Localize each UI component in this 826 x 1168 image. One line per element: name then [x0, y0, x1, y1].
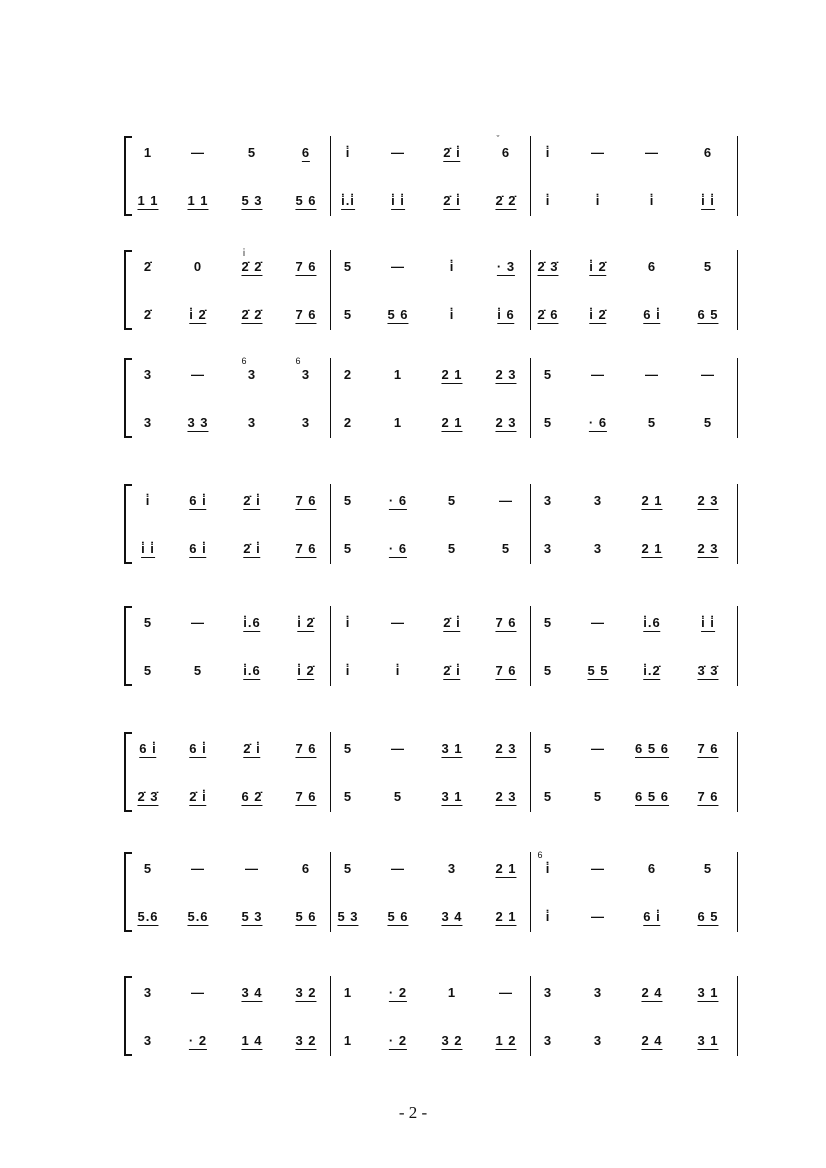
lower-part-note: 5 6 — [295, 909, 317, 924]
lower-part-note: 7 6 — [295, 789, 317, 804]
upper-part-note: — — [591, 145, 605, 160]
lower-part-note: 3 2 — [441, 1033, 463, 1048]
lower-part-note: 1 — [343, 1033, 353, 1048]
upper-part-note: · 2 — [388, 985, 408, 1000]
upper-part-note: i̇ 2̇ — [589, 259, 607, 274]
lower-part-note: 1 1 — [187, 193, 209, 208]
lower-part-note: 2 3 — [697, 541, 719, 556]
upper-part-note: 5 — [343, 493, 353, 508]
lower-part-note: i̇.2̇ — [643, 663, 661, 678]
barline — [737, 732, 738, 812]
score-system — [0, 732, 826, 822]
lower-part-note: 2̇ 2̇ — [495, 193, 517, 208]
upper-part-note: 6 — [647, 259, 657, 274]
upper-part-note: 5 — [543, 367, 553, 382]
lower-part-note: 6 i̇ — [643, 909, 661, 924]
lower-part-note: 2̇ 6 — [537, 307, 559, 322]
upper-part-note: 5 — [343, 861, 353, 876]
barline — [530, 732, 531, 812]
upper-part-note: 5 — [447, 493, 457, 508]
upper-part-note: — — [591, 861, 605, 876]
upper-part-note: 3 — [143, 985, 153, 1000]
upper-part-note: i̇.6 — [243, 615, 261, 630]
upper-part-note: 1 — [393, 367, 403, 382]
upper-part-note: 1 — [343, 985, 353, 1000]
lower-part-note: 5 3 — [241, 909, 263, 924]
grace-note: 6 — [241, 356, 247, 366]
upper-part-note: 5 — [343, 259, 353, 274]
upper-part-note: 6 5 6 — [635, 741, 669, 756]
upper-part-note: — — [191, 615, 205, 630]
system-bracket — [124, 732, 136, 812]
barline — [737, 250, 738, 330]
upper-part-note: — — [645, 145, 659, 160]
upper-part-note: 5 — [247, 145, 257, 160]
upper-part-note: 6 i̇ — [139, 741, 157, 756]
system-bracket — [124, 852, 136, 932]
lower-part-note: 5 — [543, 415, 553, 430]
upper-part-note: 1 — [447, 985, 457, 1000]
system-bracket — [124, 484, 136, 564]
barline — [530, 484, 531, 564]
upper-part-note: 6 i̇ — [189, 493, 207, 508]
upper-part-note: · 3 — [496, 259, 516, 274]
upper-part-note: 2 3 — [495, 367, 517, 382]
lower-part-note: 5 — [703, 415, 713, 430]
lower-part-note: 5 — [447, 541, 457, 556]
lower-part-note: i̇ — [345, 663, 351, 678]
lower-part-note: 1 — [393, 415, 403, 430]
lower-part-note: 1 2 — [495, 1033, 517, 1048]
lower-part-note: i̇ — [595, 193, 601, 208]
upper-part-note: · 6 — [388, 493, 408, 508]
upper-part-note: 5 — [143, 615, 153, 630]
upper-part-note: 2̇ i̇ — [243, 741, 261, 756]
upper-part-note: 3 — [143, 367, 153, 382]
upper-part-note: 6 — [301, 145, 311, 160]
lower-part-note: 7 6 — [295, 307, 317, 322]
lower-part-note: · 6 — [388, 541, 408, 556]
system-bracket — [124, 250, 136, 330]
upper-part-note: — — [191, 367, 205, 382]
lower-part-note: 3 — [593, 1033, 603, 1048]
lower-part-note: · 2 — [388, 1033, 408, 1048]
lower-part-note: 5 — [343, 789, 353, 804]
lower-part-note: i̇ 6 — [497, 307, 515, 322]
upper-part-note: 2̇ 3̇ — [537, 259, 559, 274]
lower-part-note: 1 4 — [241, 1033, 263, 1048]
lower-part-note: 3 2 — [295, 1033, 317, 1048]
upper-part-note: — — [591, 741, 605, 756]
lower-part-note: 2̇ 3̇ — [137, 789, 159, 804]
upper-part-note: 3 — [593, 985, 603, 1000]
barline — [530, 606, 531, 686]
barline — [530, 136, 531, 216]
lower-part-note: 5 — [593, 789, 603, 804]
lower-part-note: 5 3 — [337, 909, 359, 924]
lower-part-note: 3 3 — [187, 415, 209, 430]
barline — [530, 852, 531, 932]
lower-part-note: i̇ i̇ — [391, 193, 405, 208]
lower-part-note: · 6 — [588, 415, 608, 430]
lower-part-note: 3 — [543, 541, 553, 556]
upper-part-note: — — [391, 259, 405, 274]
lower-part-note: 2 1 — [641, 541, 663, 556]
lower-part-note: i̇ 2̇ — [589, 307, 607, 322]
upper-part-note: 5 — [143, 861, 153, 876]
lower-part-note: 5 6 — [295, 193, 317, 208]
barline — [737, 852, 738, 932]
lower-part-note: i̇.i̇ — [341, 193, 355, 208]
barline — [737, 136, 738, 216]
lower-part-note: i̇ — [449, 307, 455, 322]
barline — [330, 358, 331, 438]
upper-part-note: 2 3 — [495, 741, 517, 756]
system-bracket — [124, 136, 136, 216]
upper-part-note: i̇ — [345, 145, 351, 160]
upper-part-note: 2̇ 2̇ — [241, 259, 263, 274]
barline — [330, 852, 331, 932]
lower-part-note: i̇ — [395, 663, 401, 678]
lower-part-note: 2̇ i̇ — [189, 789, 207, 804]
upper-part-note: 1 — [143, 145, 153, 160]
lower-part-note: i̇ i̇ — [701, 193, 715, 208]
upper-part-note: 3 — [543, 985, 553, 1000]
upper-part-note: 5 — [703, 259, 713, 274]
score-system — [0, 606, 826, 696]
upper-part-note: 2 — [343, 367, 353, 382]
lower-part-note: 5 3 — [241, 193, 263, 208]
lower-part-note: 3 — [593, 541, 603, 556]
lower-part-note: 5 5 — [587, 663, 609, 678]
upper-part-note: 3 1 — [441, 741, 463, 756]
upper-part-note: 6 — [703, 145, 713, 160]
barline — [530, 250, 531, 330]
upper-part-note: 6 — [301, 861, 311, 876]
upper-part-note: — — [191, 861, 205, 876]
barline — [737, 484, 738, 564]
upper-part-note: 3 — [447, 861, 457, 876]
grace-note: ˇ — [496, 134, 500, 144]
system-bracket — [124, 976, 136, 1056]
lower-part-note: 7 6 — [295, 541, 317, 556]
lower-part-note: i̇ 2̇ — [297, 663, 315, 678]
barline — [330, 976, 331, 1056]
upper-part-note: 0 — [193, 259, 203, 274]
score-system — [0, 136, 826, 226]
barline — [530, 358, 531, 438]
lower-part-note: 6 i̇ — [643, 307, 661, 322]
upper-part-note: 3 1 — [697, 985, 719, 1000]
upper-part-note: i̇ — [545, 145, 551, 160]
lower-part-note: — — [591, 909, 605, 924]
lower-part-note: 2 1 — [495, 909, 517, 924]
upper-part-note: — — [499, 985, 513, 1000]
lower-part-note: 5.6 — [187, 909, 209, 924]
upper-part-note: 3 — [247, 367, 257, 382]
lower-part-note: 3 1 — [697, 1033, 719, 1048]
upper-part-note: 3 — [301, 367, 311, 382]
lower-part-note: 5 6 — [387, 909, 409, 924]
score-system — [0, 250, 826, 340]
score-system — [0, 976, 826, 1066]
upper-part-note: 5 — [703, 861, 713, 876]
grace-note: 6 — [295, 356, 301, 366]
lower-part-note: 6 i̇ — [189, 541, 207, 556]
lower-part-note: 3 4 — [441, 909, 463, 924]
lower-part-note: i̇ i̇ — [141, 541, 155, 556]
lower-part-note: 3 — [143, 1033, 153, 1048]
upper-part-note: 2̇ i̇ — [443, 615, 461, 630]
lower-part-note: 5 — [393, 789, 403, 804]
barline — [737, 606, 738, 686]
lower-part-note: 3 — [247, 415, 257, 430]
lower-part-note: 3 — [543, 1033, 553, 1048]
upper-part-note: i̇ — [545, 861, 551, 876]
score-system — [0, 484, 826, 574]
upper-part-note: — — [191, 145, 205, 160]
upper-part-note: — — [499, 493, 513, 508]
barline — [530, 976, 531, 1056]
upper-part-note: i̇ — [449, 259, 455, 274]
upper-part-note: i̇ i̇ — [701, 615, 715, 630]
lower-part-note: 5 — [193, 663, 203, 678]
barline — [330, 484, 331, 564]
upper-part-note: i̇ — [145, 493, 151, 508]
lower-part-note: 6 5 6 — [635, 789, 669, 804]
upper-part-note: i̇.6 — [643, 615, 661, 630]
lower-part-note: 2̇ i̇ — [243, 541, 261, 556]
upper-part-note: i̇ 2̇ — [297, 615, 315, 630]
system-bracket — [124, 358, 136, 438]
upper-part-note: 7 6 — [295, 259, 317, 274]
barline — [330, 136, 331, 216]
score-system — [0, 852, 826, 942]
lower-part-note: 7 6 — [495, 663, 517, 678]
barline — [737, 358, 738, 438]
upper-part-note: — — [245, 861, 259, 876]
lower-part-note: i̇ 2̇ — [189, 307, 207, 322]
upper-part-note: 7 6 — [495, 615, 517, 630]
upper-part-note: 5 — [543, 741, 553, 756]
lower-part-note: 6 5 — [697, 909, 719, 924]
lower-part-note: i̇.6 — [243, 663, 261, 678]
upper-part-note: 3 — [543, 493, 553, 508]
lower-part-note: 7 6 — [697, 789, 719, 804]
page-number: - 2 - — [398, 1103, 428, 1122]
upper-part-note: 6 — [501, 145, 511, 160]
upper-part-note: 3 2 — [295, 985, 317, 1000]
upper-part-note: — — [191, 985, 205, 1000]
upper-part-note: 7 6 — [295, 493, 317, 508]
lower-part-note: 1 1 — [137, 193, 159, 208]
barline — [330, 732, 331, 812]
lower-part-note: 2̇ i̇ — [443, 193, 461, 208]
lower-part-note: 3 — [143, 415, 153, 430]
lower-part-note: 5 — [501, 541, 511, 556]
system-bracket — [124, 606, 136, 686]
upper-part-note: i̇ — [345, 615, 351, 630]
barline — [330, 606, 331, 686]
score-system — [0, 358, 826, 448]
lower-part-note: 5 — [343, 541, 353, 556]
lower-part-note: 5 6 — [387, 307, 409, 322]
lower-part-note: 5 — [143, 663, 153, 678]
lower-part-note: 3̇ 3̇ — [697, 663, 719, 678]
lower-part-note: 5.6 — [137, 909, 159, 924]
upper-part-note: — — [591, 615, 605, 630]
lower-part-note: · 2 — [188, 1033, 208, 1048]
lower-part-note: 2̇ 2̇ — [241, 307, 263, 322]
lower-part-note: 5 — [543, 789, 553, 804]
lower-part-note: 2 1 — [441, 415, 463, 430]
lower-part-note: 3 — [301, 415, 311, 430]
upper-part-note: — — [391, 741, 405, 756]
upper-part-note: — — [391, 861, 405, 876]
upper-part-note: 6 i̇ — [189, 741, 207, 756]
lower-part-note: 2 4 — [641, 1033, 663, 1048]
lower-part-note: 2̇ — [143, 307, 153, 322]
lower-part-note: 5 — [343, 307, 353, 322]
barline — [737, 976, 738, 1056]
upper-part-note: 3 — [593, 493, 603, 508]
upper-part-note: 2 1 — [495, 861, 517, 876]
upper-part-note: 2̇ — [143, 259, 153, 274]
upper-part-note: 2 1 — [641, 493, 663, 508]
upper-part-note: 2 1 — [441, 367, 463, 382]
upper-part-note: 7 6 — [295, 741, 317, 756]
lower-part-note: 5 — [543, 663, 553, 678]
upper-part-note: 2̇ i̇ — [443, 145, 461, 160]
upper-part-note: 5 — [343, 741, 353, 756]
upper-part-note: 7 6 — [697, 741, 719, 756]
lower-part-note: i̇ — [545, 909, 551, 924]
lower-part-note: 6 2̇ — [241, 789, 263, 804]
lower-part-note: 2 3 — [495, 789, 517, 804]
upper-part-note: — — [701, 367, 715, 382]
grace-note: i̇ — [243, 248, 245, 258]
lower-part-note: 6 5 — [697, 307, 719, 322]
grace-note: 6 — [537, 850, 543, 860]
lower-part-note: 2̇ i̇ — [443, 663, 461, 678]
upper-part-note: 3 4 — [241, 985, 263, 1000]
lower-part-note: 2 — [343, 415, 353, 430]
upper-part-note: — — [391, 615, 405, 630]
upper-part-note: 2̇ i̇ — [243, 493, 261, 508]
upper-part-note: — — [591, 367, 605, 382]
lower-part-note: 5 — [647, 415, 657, 430]
barline — [330, 250, 331, 330]
lower-part-note: 2 3 — [495, 415, 517, 430]
upper-part-note: 5 — [543, 615, 553, 630]
upper-part-note: 2 4 — [641, 985, 663, 1000]
upper-part-note: 6 — [647, 861, 657, 876]
lower-part-note: 3 1 — [441, 789, 463, 804]
upper-part-note: — — [391, 145, 405, 160]
lower-part-note: i̇ — [649, 193, 655, 208]
lower-part-note: i̇ — [545, 193, 551, 208]
upper-part-note: 2 3 — [697, 493, 719, 508]
upper-part-note: — — [645, 367, 659, 382]
